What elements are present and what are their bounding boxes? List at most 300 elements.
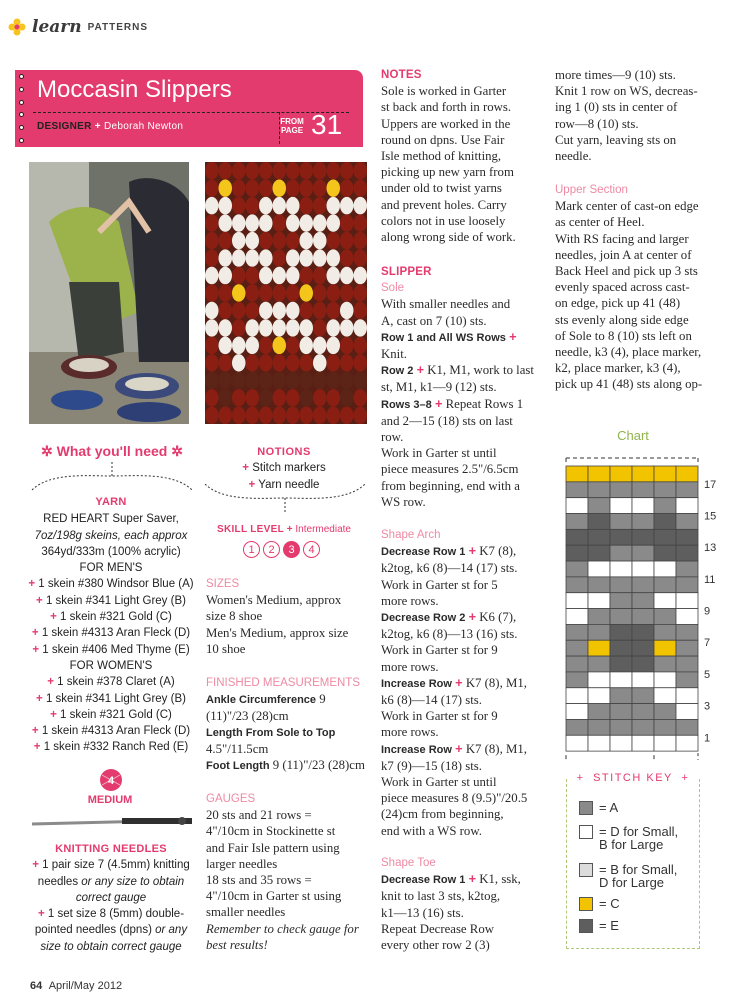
knit-stitch xyxy=(286,179,300,196)
chart-cell xyxy=(676,514,698,530)
knit-stitch xyxy=(246,232,260,249)
knit-stitch xyxy=(246,197,260,214)
chart-cell xyxy=(654,624,676,640)
chart-cell xyxy=(588,624,610,640)
knit-stitch xyxy=(232,249,246,266)
knit-stitch xyxy=(300,354,314,371)
knit-stitch xyxy=(327,249,341,266)
knit-stitch xyxy=(300,214,314,231)
knit-stitch xyxy=(354,284,368,301)
sole-heading: Sole xyxy=(381,282,405,295)
chart-cell xyxy=(610,577,632,593)
colorwork-chart xyxy=(558,448,718,760)
chart-cell xyxy=(566,593,588,609)
chart-row-label: 5 xyxy=(704,668,711,681)
knit-stitch xyxy=(286,267,300,284)
chart-cell xyxy=(654,482,676,498)
gauges-heading: GAUGES xyxy=(206,793,256,805)
yarn-item: + 1 skein #378 Claret (A) xyxy=(47,676,175,689)
designer-name: Deborah Newton xyxy=(103,121,184,132)
key-swatch-d-small xyxy=(579,825,593,839)
page-number: 64 xyxy=(30,980,43,992)
knit-stitch xyxy=(219,389,233,406)
chart-cell xyxy=(588,609,610,625)
chart-cell xyxy=(632,482,654,498)
knit-stitch xyxy=(286,354,300,371)
chart-cell xyxy=(610,609,632,625)
chart-cell xyxy=(588,735,610,751)
photo-fair-isle-closeup xyxy=(205,162,367,424)
chart-cell xyxy=(632,688,654,704)
knit-stitch xyxy=(246,337,260,354)
knit-stitch xyxy=(354,354,368,371)
knit-stitch xyxy=(286,319,300,336)
chart-cell xyxy=(676,624,698,640)
knit-stitch xyxy=(232,337,246,354)
knit-stitch xyxy=(232,197,246,214)
knit-stitch xyxy=(327,372,341,389)
chart-cell xyxy=(588,656,610,672)
knit-stitch xyxy=(246,302,260,319)
chart-cell xyxy=(610,624,632,640)
knit-stitch xyxy=(205,284,219,301)
dashed-arc-divider xyxy=(203,484,367,514)
womens-heading: FOR WOMEN'S xyxy=(69,659,153,672)
knit-stitch xyxy=(259,372,273,389)
chart-cell xyxy=(566,672,588,688)
knit-stitch xyxy=(246,407,260,424)
chart-cell xyxy=(588,482,610,498)
chart-cell xyxy=(632,577,654,593)
knit-stitch xyxy=(205,232,219,249)
key-item-d-small: = D for Small, B for Large xyxy=(579,825,678,851)
knit-stitch xyxy=(313,302,327,319)
notion-item: + Stitch markers xyxy=(242,462,326,475)
chart-cell xyxy=(588,688,610,704)
chart-cell xyxy=(610,672,632,688)
knit-stitch xyxy=(205,179,219,196)
slipper-sole-section: SLIPPER Sole With smaller needles and A, cast on 7 (10) sts. Row 1 and All WS Rows + Knit. Row 2 + K1, M1, work to last st, M1, k1—9 (12) sts. Rows 3–8 + Repeat Rows 1 and 2—15 (18) sts on last row. Work in Garter st until piece measures 2.5"/6.5cm from beginning, end with a WS row. xyxy=(381,264,541,510)
knit-stitch xyxy=(300,372,314,389)
chart-cell xyxy=(610,466,632,482)
yarn-item: + 1 skein #332 Ranch Red (E) xyxy=(33,741,189,754)
knit-stitch xyxy=(340,389,354,406)
chart-cell xyxy=(654,609,676,625)
knit-stitch xyxy=(313,319,327,336)
chart-cell xyxy=(676,593,698,609)
chart-cell xyxy=(654,561,676,577)
chart-cell xyxy=(632,656,654,672)
chart-cell xyxy=(632,593,654,609)
chart-cell xyxy=(566,545,588,561)
chart-cell xyxy=(632,719,654,735)
shape-arch-heading: Shape Arch xyxy=(381,529,441,541)
chart-cell xyxy=(632,545,654,561)
knit-stitch xyxy=(219,407,233,424)
key-item-a: = A xyxy=(579,801,618,815)
knit-stitch xyxy=(246,389,260,406)
chart-cell xyxy=(588,529,610,545)
yarn-weight-label: MEDIUM xyxy=(87,794,133,806)
knit-stitch xyxy=(313,267,327,284)
notes-section: NOTES Sole is worked in Garter st back and forth in rows. Uppers are worked in the round on dpns. Use Fair Isle method of knitting, picking up new yarn from under old to twist yarns and prevent holes. Carry colors not in use loosely along wrong side of work. xyxy=(381,67,537,245)
knit-stitch xyxy=(313,354,327,371)
knit-stitch xyxy=(273,389,287,406)
knit-stitch xyxy=(205,302,219,319)
knit-stitch xyxy=(219,284,233,301)
knit-stitch xyxy=(354,267,368,284)
chart-cell xyxy=(676,609,698,625)
knit-stitch xyxy=(232,302,246,319)
shape-toe-section: Shape Toe Decrease Row 1 + K1, ssk, knit to last 3 sts, k2tog, k1—13 (16) sts. Repeat Decrease Row every other row 2 (3) xyxy=(381,855,541,953)
chart-cell xyxy=(676,704,698,720)
knit-stitch xyxy=(273,284,287,301)
sparkle-icon: ✲ xyxy=(171,443,183,459)
knit-stitch xyxy=(205,389,219,406)
knit-stitch xyxy=(259,267,273,284)
knit-stitch xyxy=(246,267,260,284)
knit-stitch xyxy=(246,354,260,371)
knit-stitch xyxy=(205,354,219,371)
notion-item: + Yarn needle xyxy=(248,478,320,491)
knit-stitch xyxy=(354,372,368,389)
knit-stitch xyxy=(354,337,368,354)
repeat-bracket xyxy=(566,755,654,760)
yarn-item: + 1 skein #380 Windsor Blue (A) xyxy=(28,578,194,591)
knit-stitch xyxy=(246,179,260,196)
knit-stitch xyxy=(205,267,219,284)
chart-cell xyxy=(654,735,676,751)
knit-stitch xyxy=(300,179,314,196)
chart-row-label: 11 xyxy=(704,573,716,586)
knit-stitch xyxy=(313,284,327,301)
knit-stitch xyxy=(219,337,233,354)
yarn-item: + 1 skein #4313 Aran Fleck (D) xyxy=(31,725,191,738)
knit-stitch xyxy=(259,354,273,371)
knit-stitch xyxy=(340,284,354,301)
knit-stitch xyxy=(286,232,300,249)
chart-cell xyxy=(610,545,632,561)
from-page-label: FROM PAGE xyxy=(280,117,304,135)
knit-stitch xyxy=(273,179,287,196)
chart-cell xyxy=(566,514,588,530)
knit-stitch xyxy=(327,267,341,284)
knit-stitch xyxy=(246,162,260,179)
chart-cell xyxy=(566,688,588,704)
yarn-item: + 1 skein #341 Light Grey (B) xyxy=(36,594,186,607)
chart-cell xyxy=(676,498,698,514)
chart-cell xyxy=(632,498,654,514)
knit-stitch xyxy=(300,249,314,266)
chart-cell xyxy=(566,624,588,640)
title-banner xyxy=(15,70,363,147)
chart-cell xyxy=(676,735,698,751)
knit-stitch xyxy=(313,407,327,424)
knit-stitch xyxy=(354,249,368,266)
knit-stitch xyxy=(219,249,233,266)
chart-cell xyxy=(632,704,654,720)
knit-stitch xyxy=(232,319,246,336)
knit-stitch xyxy=(354,197,368,214)
chart-cell xyxy=(610,593,632,609)
chart-cell xyxy=(632,514,654,530)
knit-stitch xyxy=(219,197,233,214)
knit-stitch xyxy=(219,162,233,179)
knit-stitch xyxy=(300,232,314,249)
knit-stitch xyxy=(273,249,287,266)
knit-stitch xyxy=(273,319,287,336)
chart-cell xyxy=(676,577,698,593)
dashed-arc-divider xyxy=(30,462,194,492)
knit-stitch xyxy=(259,284,273,301)
knit-stitch xyxy=(205,197,219,214)
chart-cell xyxy=(566,735,588,751)
chart-cell xyxy=(588,672,610,688)
skill-level-1: 1 xyxy=(243,541,260,558)
knit-stitch xyxy=(259,179,273,196)
needles-heading: KNITTING NEEDLES xyxy=(55,843,167,855)
knit-stitch xyxy=(300,302,314,319)
knit-stitch xyxy=(232,354,246,371)
knit-stitch xyxy=(340,337,354,354)
knit-stitch xyxy=(246,284,260,301)
chart-cell xyxy=(654,704,676,720)
yarn-list: YARN RED HEART Super Saver, 7oz/198g skeins, each approx 364yd/333m (100% acrylic) FOR MEN'S + 1 skein #380 Windsor Blue (A) + 1 skein #341 Light Grey (B) + 1 skein #321 Gold (C) + 1 skein #4313 Aran Fleck (D) + 1 skein #406 Med Thyme (E) FOR WOMEN'S + 1 skein #378 Claret (A) + 1 skein #341 Light Grey (B) + 1 skein #321 Gold (C) + 1 skein #4313 Aran Fleck (D) + 1 skein #332 Ranch Red (E) xyxy=(22,494,200,756)
knit-stitch xyxy=(300,337,314,354)
knit-stitch xyxy=(259,249,273,266)
chart-cell xyxy=(676,466,698,482)
knit-stitch xyxy=(340,319,354,336)
knit-stitch xyxy=(273,162,287,179)
chart-cell xyxy=(588,577,610,593)
knitting-needle-icon xyxy=(32,815,192,829)
brand-learn: learn xyxy=(32,17,82,37)
chart-cell xyxy=(610,719,632,735)
skill-level-indicator xyxy=(243,541,320,558)
skill-level-4: 4 xyxy=(303,541,320,558)
skill-level-3: 3 xyxy=(283,541,300,558)
from-page-number: 31 xyxy=(311,109,343,140)
knit-stitch xyxy=(354,302,368,319)
knit-stitch xyxy=(232,407,246,424)
knit-stitch xyxy=(327,284,341,301)
chart-row-label: 3 xyxy=(704,700,711,713)
finished-heading: FINISHED MEASUREMENTS xyxy=(206,677,360,689)
knit-stitch xyxy=(340,162,354,179)
chart-cell xyxy=(676,719,698,735)
yarn-heading: YARN xyxy=(95,496,127,508)
svg-text:4: 4 xyxy=(107,775,115,787)
knit-stitch xyxy=(286,162,300,179)
key-swatch-a xyxy=(579,801,593,815)
knit-stitch xyxy=(232,179,246,196)
knit-stitch xyxy=(327,389,341,406)
knit-stitch xyxy=(300,284,314,301)
knit-stitch xyxy=(340,354,354,371)
upper-section: Upper Section Mark center of cast-on edge as center of Heel. With RS facing and larger needles, join A at center of Back Heel and pick up 3 sts evenly spaced across cast- on edge, pick up 41 (48) sts evenly along side edge of Sole to 8 (10) sts left on needle, k3 (4), place marker, k2, place marker, k3 (4), pick up 41 (48) sts along op- xyxy=(555,182,720,393)
yarn-item: + 1 skein #321 Gold (C) xyxy=(50,611,172,624)
chart-cell xyxy=(566,640,588,656)
chart-cell xyxy=(654,719,676,735)
upper-section-heading: Upper Section xyxy=(555,184,628,196)
chart-cell xyxy=(676,529,698,545)
chart-title: Chart xyxy=(617,428,649,443)
chart-cell xyxy=(676,561,698,577)
knit-stitch xyxy=(340,179,354,196)
knit-stitch xyxy=(286,389,300,406)
yarn-item: + 1 skein #341 Light Grey (B) xyxy=(36,692,186,705)
knit-stitch xyxy=(273,267,287,284)
knit-stitch xyxy=(232,232,246,249)
chart-cell xyxy=(654,514,676,530)
sparkle-icon: ✲ xyxy=(41,443,53,459)
knit-stitch xyxy=(205,319,219,336)
chart-cell xyxy=(654,640,676,656)
designer-credit: DESIGNER + Deborah Newton xyxy=(37,121,184,132)
knit-stitch xyxy=(340,197,354,214)
chart-cell xyxy=(676,482,698,498)
key-swatch-b-small xyxy=(579,863,593,877)
knit-stitch xyxy=(259,232,273,249)
notes-heading: NOTES xyxy=(381,69,422,81)
chart-cell xyxy=(566,466,588,482)
knit-stitch xyxy=(259,214,273,231)
knit-stitch xyxy=(246,249,260,266)
knit-stitch xyxy=(300,162,314,179)
sizes-heading: SIZES xyxy=(206,578,240,590)
knit-stitch xyxy=(300,407,314,424)
page-footer xyxy=(30,980,122,992)
chart-cell xyxy=(632,735,654,751)
knit-stitch xyxy=(273,214,287,231)
knit-stitch xyxy=(340,267,354,284)
chart-cell xyxy=(632,529,654,545)
sizes-section: SIZES Women's Medium, approx size 8 shoe Men's Medium, approx size 10 shoe xyxy=(206,576,366,657)
what-youll-need-heading: ✲ What you'll need ✲ xyxy=(41,443,183,459)
knit-stitch xyxy=(259,302,273,319)
chart-cell xyxy=(676,688,698,704)
knit-stitch xyxy=(232,372,246,389)
needles-list xyxy=(22,841,200,955)
knit-stitch xyxy=(313,179,327,196)
knit-stitch xyxy=(273,372,287,389)
knit-stitch xyxy=(286,302,300,319)
chart-cell xyxy=(654,498,676,514)
key-item-c: = C xyxy=(579,897,620,911)
slipper-heading: SLIPPER xyxy=(381,266,432,278)
knit-stitch xyxy=(354,214,368,231)
chart-cell xyxy=(566,719,588,735)
chart-cell xyxy=(610,529,632,545)
knit-stitch xyxy=(313,337,327,354)
knit-stitch xyxy=(219,232,233,249)
section-header xyxy=(8,14,148,40)
knit-stitch xyxy=(286,372,300,389)
knit-stitch xyxy=(340,372,354,389)
knit-stitch xyxy=(300,319,314,336)
knit-stitch xyxy=(205,372,219,389)
knit-stitch xyxy=(327,407,341,424)
chart-cell xyxy=(632,640,654,656)
knit-stitch xyxy=(259,389,273,406)
knit-stitch xyxy=(327,197,341,214)
knit-stitch xyxy=(340,407,354,424)
chart-cell xyxy=(610,735,632,751)
knit-stitch xyxy=(286,197,300,214)
skill-level: SKILL LEVEL + Intermediate xyxy=(216,524,351,535)
chart-cell xyxy=(610,561,632,577)
chart-cell xyxy=(588,466,610,482)
knit-stitch xyxy=(246,372,260,389)
knit-stitch xyxy=(286,407,300,424)
key-swatch-e xyxy=(579,919,593,933)
knit-stitch xyxy=(327,302,341,319)
chart-row-label: 9 xyxy=(704,605,711,618)
knit-stitch xyxy=(354,389,368,406)
chart-cell xyxy=(632,672,654,688)
knit-stitch xyxy=(219,179,233,196)
knit-stitch xyxy=(327,162,341,179)
mens-heading: FOR MEN'S xyxy=(79,562,143,575)
chart-top-bracket xyxy=(566,458,698,463)
knit-stitch xyxy=(273,197,287,214)
knit-stitch xyxy=(219,214,233,231)
gauges-section: GAUGES 20 sts and 21 rows = 4"/10cm in Stockinette st and Fair Isle pattern using larger needles 18 sts and 35 rows = 4"/10cm in Garter st using smaller needles Remember to check gauge for best results! xyxy=(206,791,368,953)
chart-cell xyxy=(654,529,676,545)
knit-stitch xyxy=(219,267,233,284)
knit-stitch xyxy=(313,372,327,389)
knit-stitch xyxy=(259,407,273,424)
chart-cell xyxy=(676,656,698,672)
knit-stitch xyxy=(313,232,327,249)
chart-cell xyxy=(676,640,698,656)
knit-stitch xyxy=(354,319,368,336)
yarn-item: + 1 skein #406 Med Thyme (E) xyxy=(32,643,190,656)
knit-stitch xyxy=(232,267,246,284)
chart-cell xyxy=(588,514,610,530)
knit-stitch xyxy=(273,232,287,249)
chart-cell xyxy=(566,656,588,672)
knit-stitch xyxy=(340,249,354,266)
knit-stitch xyxy=(219,372,233,389)
knit-stitch xyxy=(273,302,287,319)
knit-stitch xyxy=(219,354,233,371)
needle-item: + 1 pair size 7 (4.5mm) knitting needles or any size to obtain correct gauge xyxy=(32,859,190,904)
chart-row-label: 17 xyxy=(704,478,717,491)
knit-stitch xyxy=(232,284,246,301)
chart-cell xyxy=(654,466,676,482)
chart-cell xyxy=(654,688,676,704)
knit-stitch xyxy=(313,214,327,231)
knit-stitch xyxy=(313,162,327,179)
chart-cell xyxy=(610,482,632,498)
knit-stitch xyxy=(205,249,219,266)
knit-stitch xyxy=(300,267,314,284)
chart-cell xyxy=(654,656,676,672)
photo-people-wearing-slippers xyxy=(29,162,189,424)
chart-cell xyxy=(676,545,698,561)
knit-stitch xyxy=(273,407,287,424)
chart-cell xyxy=(654,545,676,561)
knit-stitch xyxy=(232,389,246,406)
knit-stitch xyxy=(327,214,341,231)
knit-stitch xyxy=(205,214,219,231)
chart-cell xyxy=(654,577,676,593)
chart-cell xyxy=(632,561,654,577)
knit-stitch xyxy=(286,284,300,301)
knit-stitch xyxy=(286,214,300,231)
chart-row-label: 7 xyxy=(704,637,711,650)
